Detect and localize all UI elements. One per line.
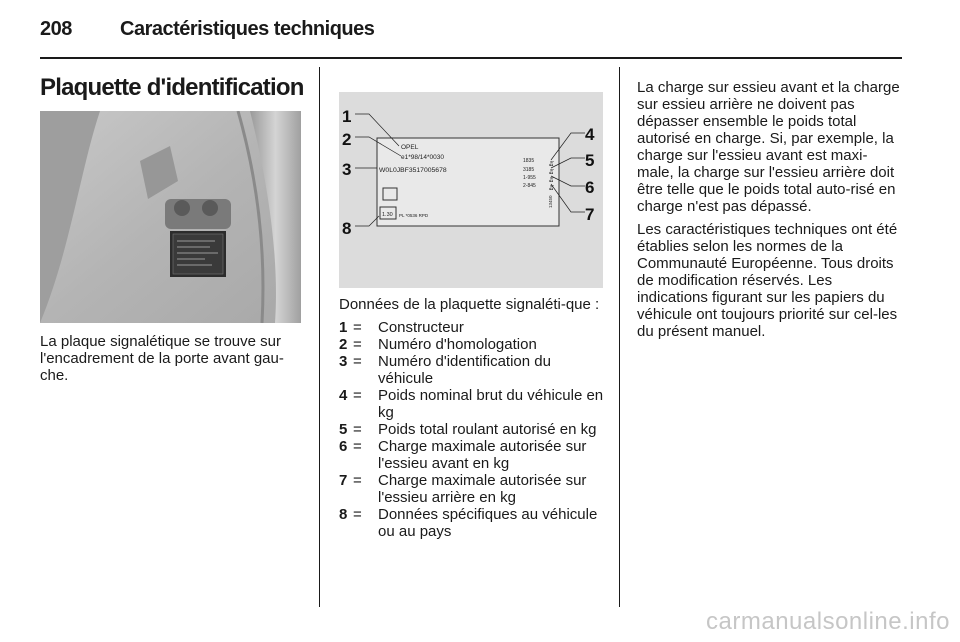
- legend-text: Poids nominal brut du véhicule en kg: [378, 387, 604, 421]
- legend-equals: =: [353, 438, 362, 455]
- legend-text: Données spécifiques au véhicule ou au pays: [378, 506, 598, 540]
- axle-load-paragraph: La charge sur essieu avant et la charge sur essieu arrière ne doivent pas dépasser ensemble le poids total autorisé en charge. Si, par exemple, la charge sur l'essieu avant est maxi-male, la charge sur l'essieu arrière doit être telle que le poids total auto-risé en charge n'est pas dépassé.: [637, 79, 900, 215]
- plate-weight-1: 1835: [523, 158, 535, 164]
- plate-unit-4: kg: [548, 185, 554, 191]
- legend-text: Constructeur: [378, 319, 464, 336]
- legend-number: 3: [339, 353, 348, 370]
- callout-2: 2: [342, 130, 352, 149]
- page-number: 208: [40, 18, 72, 40]
- plate-weight-3: 1-955: [523, 175, 536, 181]
- legend-equals: =: [353, 319, 362, 336]
- legend-item: [339, 421, 607, 438]
- plate-box-code: 1.30: [382, 212, 393, 218]
- legend-equals: =: [353, 353, 362, 370]
- callout-4: 4: [585, 125, 595, 144]
- legend-item: [339, 319, 607, 336]
- chapter-title: Caractéristiques techniques: [120, 18, 375, 40]
- legend-number: 5: [339, 421, 348, 438]
- plate-side-code: 13450: [548, 195, 553, 208]
- legend-text: Numéro d'identification du véhicule: [378, 353, 551, 387]
- plate-unit-3: kg: [548, 177, 554, 183]
- legend-text: Charge maximale autorisée sur l'essieu avant en kg: [378, 438, 587, 472]
- legend-item: [339, 336, 607, 353]
- legend-item: [339, 472, 607, 506]
- door-frame-photo: [40, 111, 301, 323]
- right-column: [637, 79, 901, 346]
- callout-7: 7: [585, 205, 595, 224]
- legend-number: 8: [339, 506, 348, 523]
- plate-approval: e1*98/14*0030: [401, 154, 445, 161]
- legend-item: [339, 353, 607, 387]
- legend-item: [339, 387, 607, 421]
- legend-intro: Données de la plaquette signaléti-que :: [339, 296, 600, 313]
- page-header: [40, 18, 902, 48]
- legend-equals: =: [353, 506, 362, 523]
- legend-item: [339, 506, 607, 540]
- header-rule: [40, 57, 902, 59]
- plate-unit-2: kg: [548, 169, 554, 175]
- callout-8: 8: [342, 219, 352, 238]
- legend-number: 4: [339, 387, 348, 404]
- plate-location-text: La plaque signalétique se trouve sur l'encadrement de la porte avant gau-che.: [40, 333, 284, 384]
- plate-country-code: PL *0536 RPD: [399, 213, 429, 218]
- specifications-paragraph: Les caractéristiques techniques ont été établies selon les normes de la Communauté Européenne. Tous droits de modification réservés. Les indications figurant sur les papiers du véhicule ont toujours priorité sur cel-les du présent manuel.: [637, 221, 898, 340]
- watermark: carmanualsonline.info: [706, 608, 950, 635]
- plate-weight-2: 3185: [523, 167, 535, 173]
- callout-1: 1: [342, 107, 352, 126]
- legend-equals: =: [353, 421, 362, 438]
- legend-item: [339, 438, 607, 472]
- legend-equals: =: [353, 336, 362, 353]
- legend-text: Numéro d'homologation: [378, 336, 537, 353]
- plate-weight-4: 2-845: [523, 183, 536, 189]
- callout-3: 3: [342, 160, 352, 179]
- legend-text: Poids total roulant autorisé en kg: [378, 421, 597, 438]
- plate-brand: OPEL: [401, 144, 419, 151]
- plate-legend: [339, 296, 607, 540]
- legend-equals: =: [353, 472, 362, 489]
- column-divider-1: [319, 67, 320, 607]
- identification-plate-diagram: [339, 92, 603, 288]
- legend-text: Charge maximale autorisée sur l'essieu arrière en kg: [378, 472, 587, 506]
- callout-5: 5: [585, 151, 595, 170]
- plate-unit-1: kg: [548, 161, 554, 167]
- legend-number: 7: [339, 472, 348, 489]
- legend-equals: =: [353, 387, 362, 404]
- column-divider-2: [619, 67, 620, 607]
- legend-number: 6: [339, 438, 348, 455]
- callout-6: 6: [585, 178, 595, 197]
- legend-number: 2: [339, 336, 348, 353]
- plate-vin: W0L0JBF3517005678: [379, 167, 447, 174]
- section-title: Plaquette d'identification: [40, 74, 304, 101]
- legend-number: 1: [339, 319, 348, 336]
